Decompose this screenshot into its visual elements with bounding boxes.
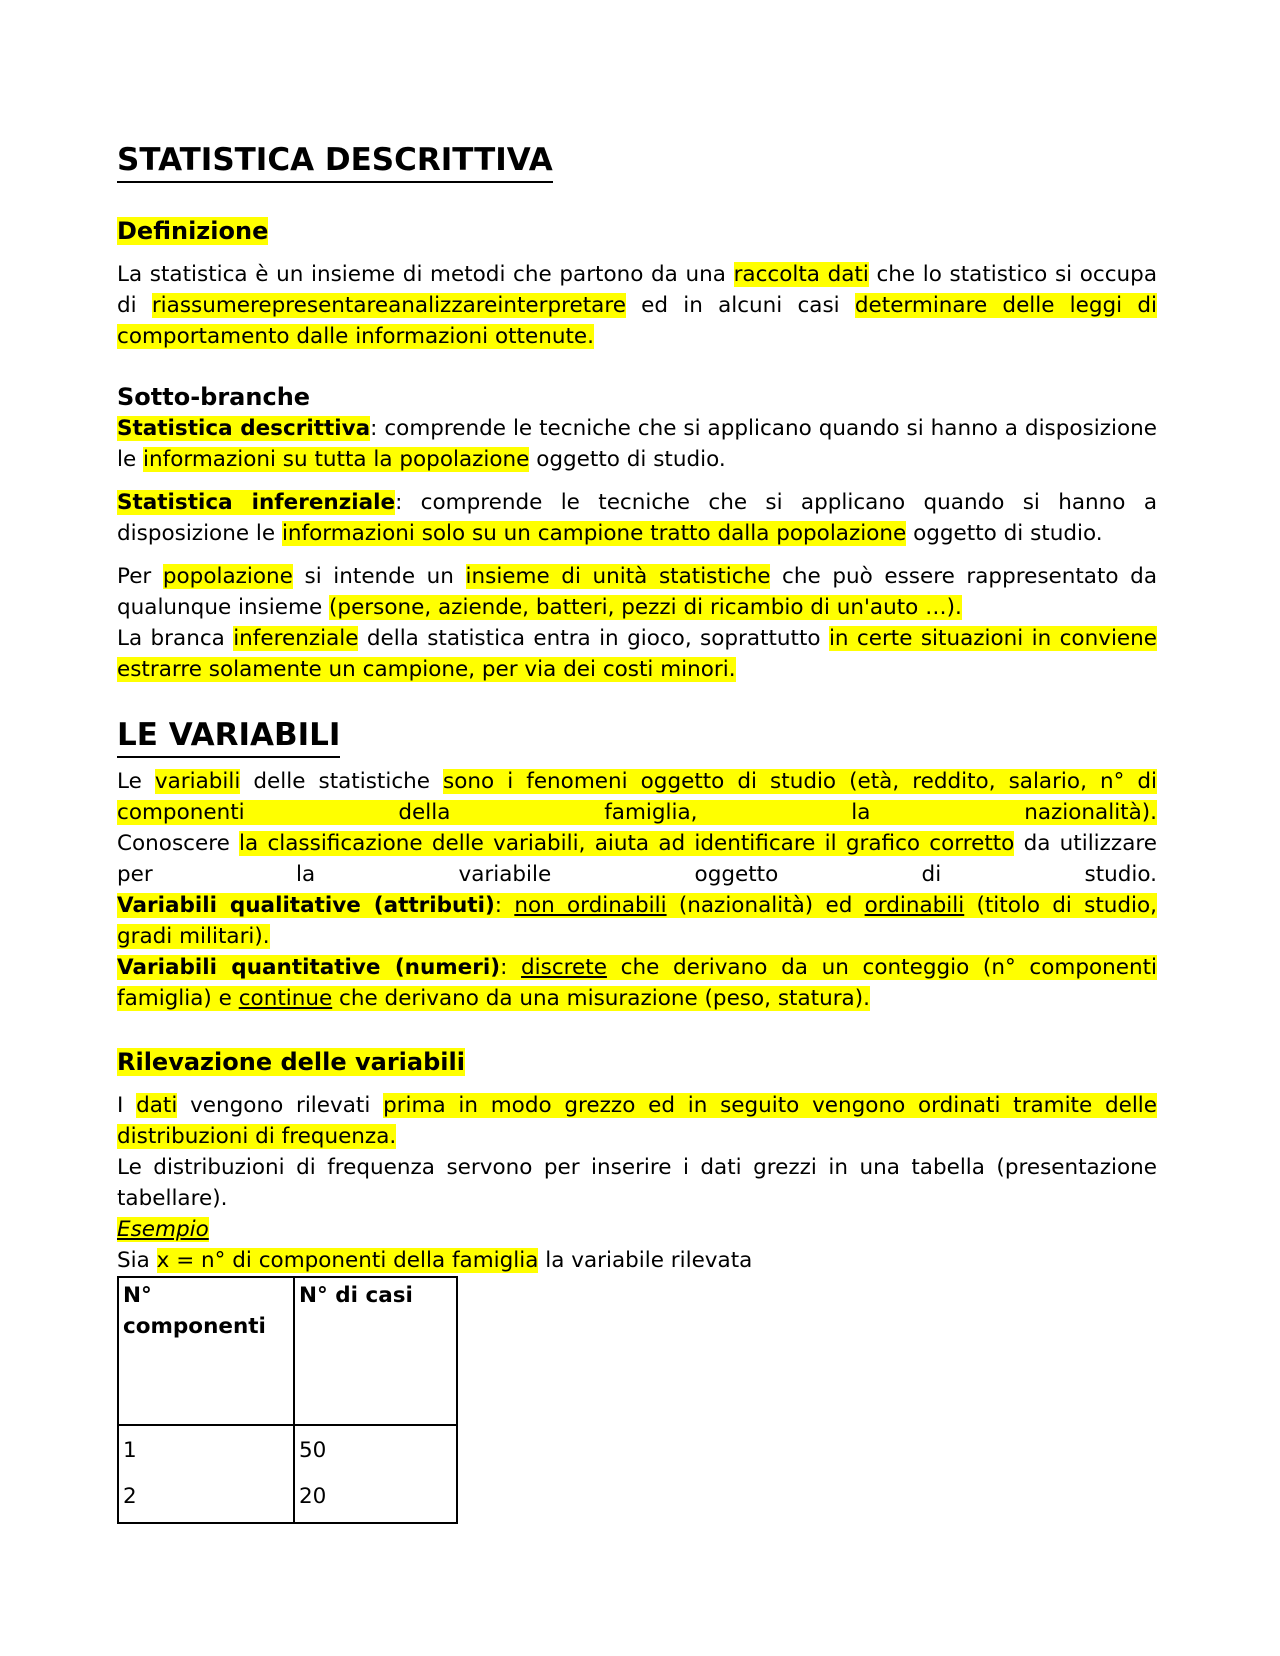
text: Per bbox=[117, 564, 163, 589]
paragraph-statistica-inferenziale bbox=[117, 487, 1157, 549]
text: (nazionalità) ed bbox=[666, 893, 865, 918]
heading-sotto-branche: Sotto-branche bbox=[117, 383, 311, 411]
paragraph-sia bbox=[117, 1245, 1157, 1276]
highlight: prima in modo grezzo ed in seguito vengono ordinati tramite delle distribuzioni di frequenza. bbox=[117, 1093, 1157, 1149]
label-esempio bbox=[117, 1214, 1157, 1245]
paragraph-variabili bbox=[117, 766, 1157, 828]
paragraph-definizione bbox=[117, 259, 1157, 352]
highlight: popolazione bbox=[162, 564, 293, 589]
cell-value: 1 bbox=[123, 1438, 137, 1463]
table-header-cell bbox=[118, 1277, 294, 1425]
underlined-term: discrete bbox=[521, 955, 607, 980]
highlight: variabili bbox=[154, 769, 241, 794]
column-header-n-di-casi: N° di casi bbox=[299, 1283, 413, 1308]
text: ed in alcuni casi bbox=[625, 293, 855, 318]
paragraph-distribuzioni: Le distribuzioni di frequenza servono per inserire i dati grezzi in una tabella (presentazione tabellare). bbox=[117, 1155, 1157, 1211]
example-label: Esempio bbox=[117, 1217, 209, 1242]
highlight: inferenziale bbox=[233, 626, 359, 651]
highlight: la classificazione delle variabili, aiuta ad identificare il grafico corretto bbox=[239, 831, 1015, 856]
text: la variabile rilevata bbox=[538, 1248, 753, 1273]
highlight: in certe situazioni in conviene estrarre solamente un campione, per via dei costi minori. bbox=[117, 626, 1157, 682]
text: vengono rilevati bbox=[177, 1093, 384, 1118]
cell-value: 20 bbox=[299, 1484, 327, 1509]
cell-value: 2 bbox=[123, 1484, 137, 1509]
term-label: Variabili quantitative (numeri) bbox=[117, 955, 501, 980]
term-label: Statistica inferenziale bbox=[117, 490, 396, 515]
text: che derivano da un conteggio (n° componenti famiglia) e bbox=[117, 955, 1158, 1011]
text: che derivano da una misurazione (peso, statura). bbox=[332, 986, 870, 1011]
paragraph-statistica-descrittiva bbox=[117, 413, 1157, 475]
text: delle statistiche bbox=[240, 769, 444, 794]
text: che può essere rappresentato da qualunque insieme bbox=[117, 564, 1157, 620]
paragraph-branca-inferenziale bbox=[117, 623, 1157, 685]
heading-definizione bbox=[117, 215, 1157, 247]
underlined-term: continue bbox=[238, 986, 333, 1011]
heading-definizione-text: Definizione bbox=[117, 217, 269, 245]
text: : comprende le tecniche che si applicano quando si hanno a disposizione le bbox=[117, 416, 1157, 472]
text: che lo statistico si occupa di bbox=[117, 262, 1157, 318]
heading-rilevazione-text: Rilevazione delle variabili bbox=[117, 1048, 465, 1076]
paragraph-variabili-quantitative bbox=[117, 952, 1157, 1014]
cell-value: 50 bbox=[299, 1438, 327, 1463]
table-header-cell bbox=[294, 1277, 457, 1425]
highlight: riassumerepresentareanalizzareinterpretare bbox=[151, 293, 626, 318]
title-le-variabili: LE VARIABILI bbox=[117, 715, 340, 758]
table-cell bbox=[294, 1425, 457, 1523]
term-label: Statistica descrittiva bbox=[117, 416, 371, 441]
text: La branca bbox=[117, 626, 234, 651]
highlight: determinare delle leggi di comportamento dalle informazioni ottenute. bbox=[117, 293, 1157, 349]
text: oggetto di studio. bbox=[906, 521, 1103, 546]
highlight: (persone, aziende, batteri, pezzi di ricambio di un'auto …). bbox=[329, 595, 962, 620]
column-header-n-componenti: N° componenti bbox=[123, 1283, 266, 1339]
underlined-term: ordinabili bbox=[864, 893, 965, 918]
table-header-row bbox=[118, 1277, 457, 1425]
text: I bbox=[117, 1093, 137, 1118]
document-content bbox=[117, 140, 1157, 1524]
text: si intende un bbox=[292, 564, 466, 589]
text: (titolo di studio, gradi militari). bbox=[117, 893, 1157, 949]
highlight: raccolta dati bbox=[733, 262, 869, 287]
paragraph-popolazione bbox=[117, 561, 1157, 623]
paragraph-variabili-qualitative bbox=[117, 890, 1157, 952]
table-row bbox=[118, 1425, 457, 1523]
underlined-term: non ordinabili bbox=[514, 893, 667, 918]
highlight: dati bbox=[136, 1093, 178, 1118]
paragraph-dati bbox=[117, 1090, 1157, 1152]
highlight: informazioni su tutta la popolazione bbox=[143, 447, 530, 472]
paragraph-conoscere bbox=[117, 828, 1157, 890]
highlight: informazioni solo su un campione tratto dalla popolazione bbox=[281, 521, 907, 546]
text: da utilizzare per la variabile oggetto di studio. bbox=[117, 831, 1157, 887]
highlight: insieme di unità statistiche bbox=[465, 564, 771, 589]
text: : comprende le tecniche che si applicano quando si hanno a disposizione le bbox=[117, 490, 1157, 546]
highlight: x = n° di componenti della famiglia bbox=[156, 1248, 539, 1273]
table-cell bbox=[118, 1425, 294, 1523]
highlight: sono i fenomeni oggetto di studio (età, reddito, salario, n° di componenti della famiglia, la nazionalità). bbox=[117, 769, 1157, 825]
text: oggetto di studio. bbox=[529, 447, 726, 472]
text: : bbox=[494, 893, 515, 918]
title-statistica-descrittiva: STATISTICA DESCRITTIVA bbox=[117, 140, 553, 183]
text: : bbox=[500, 955, 522, 980]
text: Conoscere bbox=[117, 831, 240, 856]
term-label: Variabili qualitative (attributi) bbox=[117, 893, 495, 918]
text: Sia bbox=[117, 1248, 157, 1273]
text: Le bbox=[117, 769, 155, 794]
text: La statistica è un insieme di metodi che partono da una bbox=[117, 262, 734, 287]
frequency-table bbox=[117, 1276, 458, 1524]
text: della statistica entra in gioco, soprattutto bbox=[358, 626, 829, 651]
heading-rilevazione bbox=[117, 1046, 1157, 1078]
